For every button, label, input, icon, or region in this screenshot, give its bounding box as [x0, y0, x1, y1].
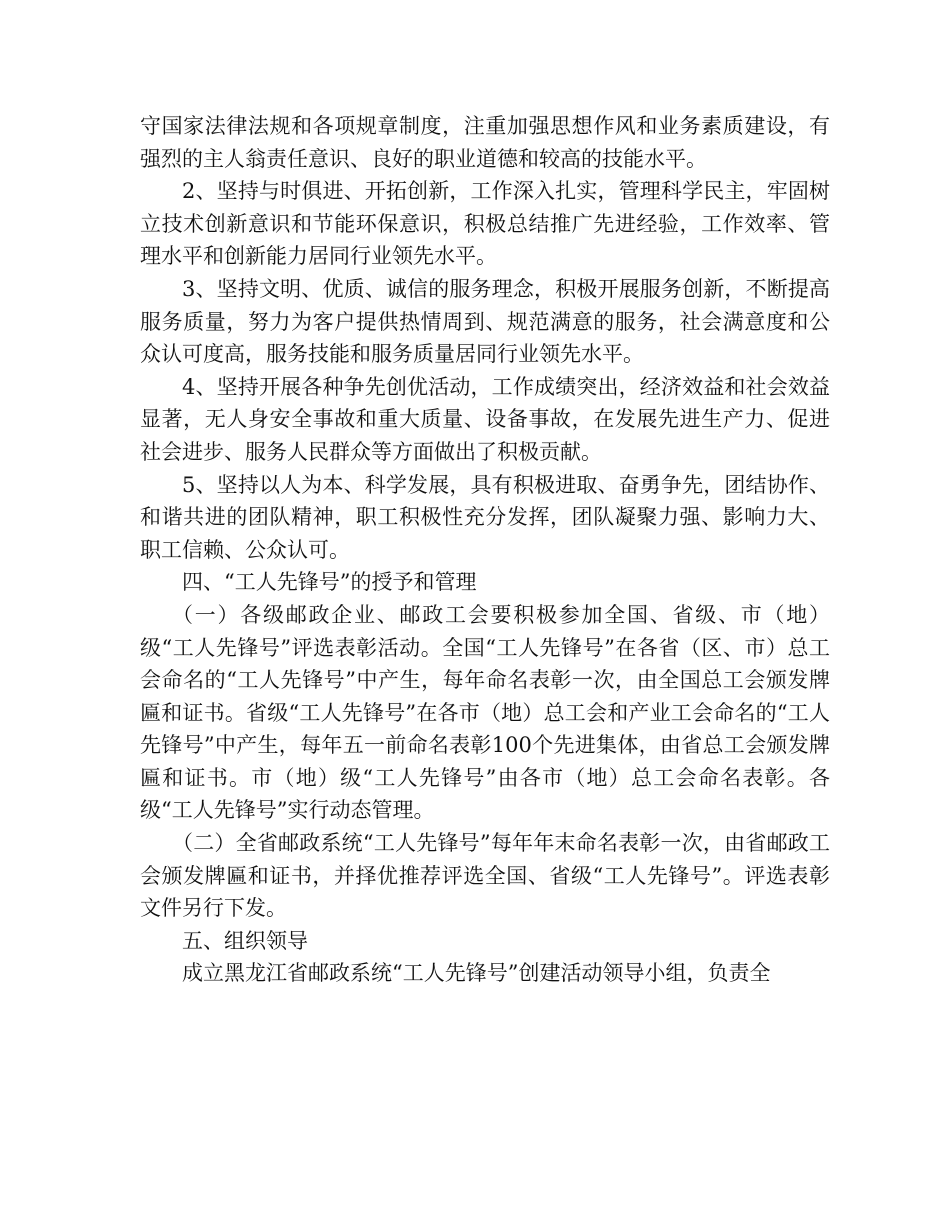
document-body: [140, 110, 830, 990]
section-heading-4: 四、“工人先锋号”的授予和管理: [182, 570, 477, 595]
paragraph-item-5: 5、坚持以人为本、科学发展，具有积极进取、奋勇争先，团结协作、和谐共进的团队精神，职工积极性充分发挥，团队凝聚力强、影响力大、职工信赖、公众认可。: [140, 472, 830, 562]
paragraph-leadership: 成立黑龙江省邮政系统“工人先锋号”创建活动领导小组，负责全: [182, 961, 771, 986]
paragraph-subsection-1: （一）各级邮政企业、邮政工会要积极参加全国、省级、市（地）级“工人先锋号”评选表彰活动。全国“工人先锋号”在各省（区、市）总工会命名的“工人先锋号”中产生，每年命名表彰一次，由全国总工会颁发牌匾和证书。省级“工人先锋号”在各市（地）总工会和产业工会命名的“工人先锋号”中产生，每年五一前命名表彰100个先进集体，由省总工会颁发牌匾和证书。市（地）级“工人先锋号”由各市（地）总工会命名表彰。各级“工人先锋号”实行动态管理。: [140, 602, 830, 823]
paragraph-continuation: 守国家法律法规和各项规章制度，注重加强思想作风和业务素质建设，有强烈的主人翁责任意识、良好的职业道德和较高的技能水平。: [140, 114, 830, 171]
paragraph-subsection-2: （二）全省邮政系统“工人先锋号”每年年末命名表彰一次，由省邮政工会颁发牌匾和证书，并择优推荐评选全国、省级“工人先锋号”。评选表彰文件另行下发。: [140, 831, 830, 921]
paragraph-item-4: 4、坚持开展各种争先创优活动，工作成绩突出，经济效益和社会效益显著，无人身安全事故和重大质量、设备事故，在发展先进生产力、促进社会进步、服务人民群众等方面做出了积极贡献。: [140, 374, 830, 464]
paragraph-item-3: 3、坚持文明、优质、诚信的服务理念，积极开展服务创新，不断提高服务质量，努力为客户提供热情周到、规范满意的服务，社会满意度和公众认可度高，服务技能和服务质量居同行业领先水平。: [140, 276, 830, 367]
paragraph-item-2: 2、坚持与时俱进、开拓创新，工作深入扎实，管理科学民主，牢固树立技术创新意识和节能环保意识，积极总结推广先进经验，工作效率、管理水平和创新能力居同行业领先水平。: [140, 179, 830, 269]
section-heading-5: 五、组织领导: [182, 928, 308, 953]
